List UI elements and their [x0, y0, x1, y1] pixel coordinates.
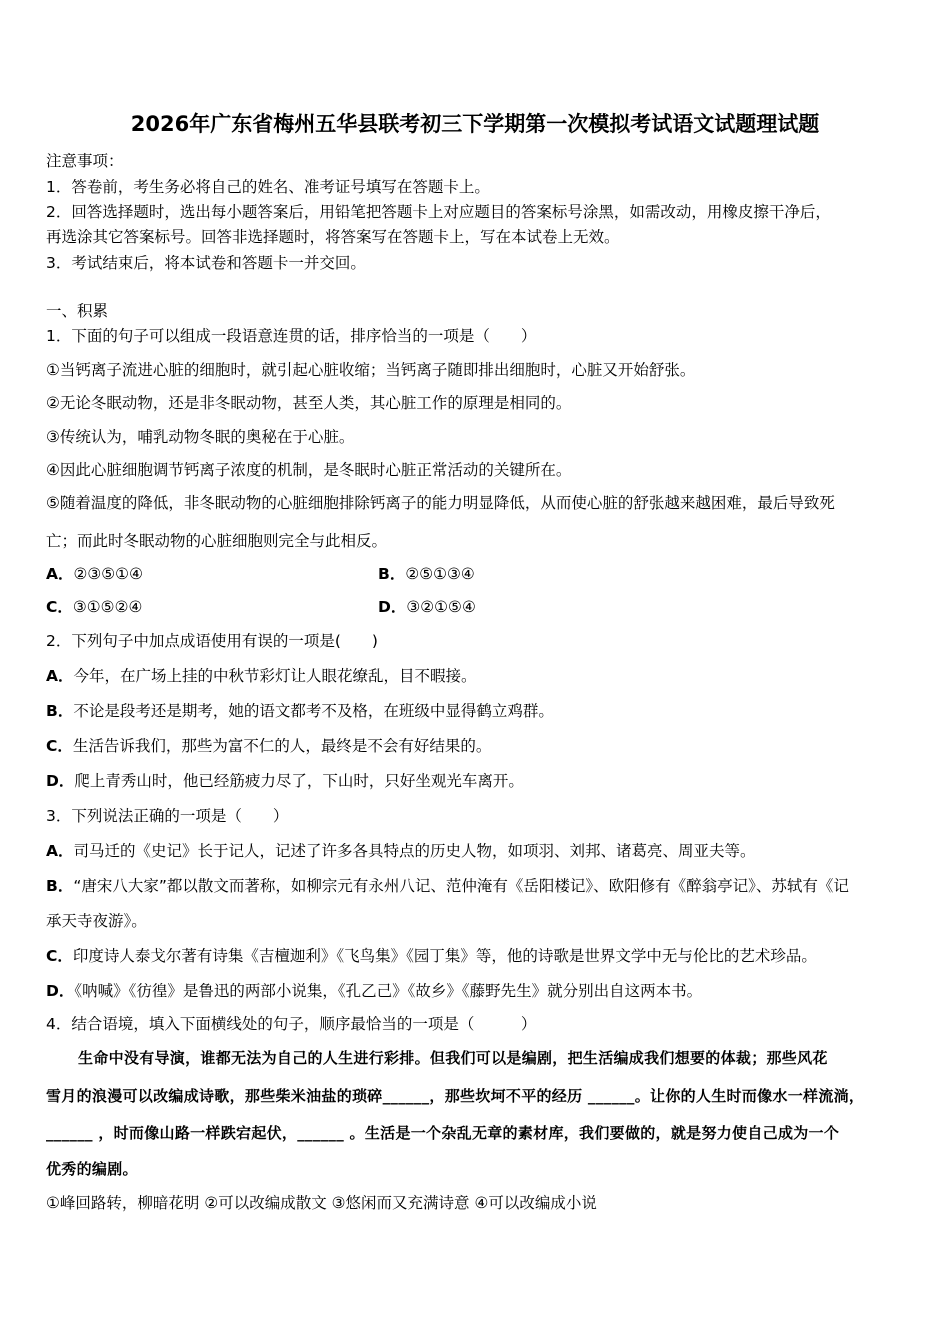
option-text: ②⑤①③④ — [405, 565, 475, 583]
option-text: “唐宋八大家”都以散文而著称，如柳宗元有永州八记、范仲淹有《岳阳楼记》、欧阳修有《醉翁亭记》、苏轼有《记 — [73, 877, 849, 895]
note-item: 3．考试结束后，将本试卷和答题卡一并交回。 — [46, 254, 366, 272]
q1-stem: 1．下面的句子可以组成一段语意连贯的话，排序恰当的一项是（ ） — [46, 327, 537, 345]
q1-sentence: 亡；而此时冬眠动物的心脏细胞则完全与此相反。 — [46, 532, 388, 550]
q4-stem: 4．结合语境，填入下面横线处的句子，顺序最恰当的一项是（ ） — [46, 1015, 537, 1033]
option-label: A． — [46, 842, 74, 860]
option-label: B． — [46, 877, 74, 895]
section-heading: 一、积累 — [46, 302, 109, 320]
note-item: 1．答卷前，考生务必将自己的姓名、准考证号填写在答题卡上。 — [46, 178, 490, 196]
option-text: 《呐喊》《彷徨》是鲁迅的两部小说集，《孔乙己》《故乡》《藤野先生》就分别出自这两本书。 — [74, 982, 703, 1000]
note-item: 2．回答选择题时，选出每小题答案后，用铅笔把答题卡上对应题目的答案标号涂黑，如需改动，用橡皮擦干净后， — [46, 203, 831, 221]
q2-option-a — [46, 666, 477, 686]
q1-sentence: ④因此心脏细胞调节钙离子浓度的机制，是冬眠时心脏正常活动的关键所在。 — [46, 461, 572, 479]
option-text: 印度诗人泰戈尔著有诗集《吉檀迦利》《飞鸟集》《园丁集》等，他的诗歌是世界文学中无与伦比的艺术珍品。 — [72, 947, 817, 965]
q1-sentence: ③传统认为，哺乳动物冬眠的奥秘在于心脏。 — [46, 428, 355, 446]
option-label: C． — [46, 598, 73, 616]
q1-option-a — [46, 564, 143, 584]
q4-options: ①峰回路转，柳暗花明 ②可以改编成散文 ③悠闲而又充满诗意 ④可以改编成小说 — [46, 1194, 597, 1212]
q4-passage-line: 雪月的浪漫可以改编成诗歌，那些柴米油盐的琐碎______，那些坎坷不平的经历 ______。让你的人生时而像水一样流淌， — [46, 1087, 865, 1105]
q3-option-b-cont: 承天寺夜游》。 — [46, 912, 147, 930]
option-text: ③①⑤②④ — [72, 598, 143, 616]
q3-option-c — [46, 946, 817, 966]
option-text: 生活告诉我们，那些为富不仁的人，最终是不会有好结果的。 — [72, 737, 492, 755]
q3-option-a — [46, 841, 756, 861]
page-title: 2026年广东省梅州五华县联考初三下学期第一次模拟考试语文试题理试题 — [130, 112, 820, 136]
notes-heading: 注意事项： — [46, 152, 124, 170]
q4-passage-line: 优秀的编剧。 — [46, 1160, 138, 1178]
q2-option-d — [46, 771, 524, 791]
q1-sentence: ①当钙离子流进心脏的细胞时，就引起心脏收缩；当钙离子随即排出细胞时，心脏又开始舒张。 — [46, 361, 696, 379]
note-item: 再选涂其它答案标号。回答非选择题时，将答案写在答题卡上，写在本试卷上无效。 — [46, 228, 620, 246]
option-label: C． — [46, 947, 73, 965]
q1-option-b — [378, 564, 475, 584]
option-label: D． — [46, 772, 75, 790]
option-label: B． — [46, 702, 74, 720]
q3-stem: 3．下列说法正确的一项是（ ） — [46, 807, 289, 825]
q4-passage-line: ______ ，时而像山路一样跌宕起伏，______ 。生活是一个杂乱无章的素材库，我们要做的，就是努力使自己成为一个 — [46, 1124, 840, 1142]
q1-option-d — [378, 597, 476, 617]
option-text: ③②①⑤④ — [406, 598, 476, 616]
q3-option-b — [46, 876, 849, 896]
option-label: B． — [378, 565, 406, 583]
option-text: ②③⑤①④ — [73, 565, 143, 583]
q4-passage-line: 生命中没有导演，谁都无法为自己的人生进行彩排。但我们可以是编剧，把生活编成我们想要的体裁；那些风花 — [78, 1049, 828, 1067]
option-text: 今年，在广场上挂的中秋节彩灯让人眼花缭乱，目不暇接。 — [73, 667, 477, 685]
q1-sentence: ②无论冬眠动物，还是非冬眠动物，甚至人类，其心脏工作的原理是相同的。 — [46, 394, 572, 412]
q3-option-d — [46, 981, 702, 1001]
q2-option-c — [46, 736, 491, 756]
q2-option-b — [46, 701, 554, 721]
option-text: 爬上青秀山时，他已经筋疲力尽了，下山时，只好坐观光车离开。 — [74, 772, 524, 790]
option-label: D． — [378, 598, 407, 616]
option-label: D． — [46, 982, 75, 1000]
option-text: 不论是段考还是期考，她的语文都考不及格，在班级中显得鹤立鸡群。 — [73, 702, 554, 720]
option-label: A． — [46, 565, 74, 583]
q2-stem: 2．下列句子中加点成语使用有误的一项是( ) — [46, 632, 378, 650]
option-label: A． — [46, 667, 74, 685]
option-label: C． — [46, 737, 73, 755]
q1-sentence: ⑤随着温度的降低，非冬眠动物的心脏细胞排除钙离子的能力明显降低，从而使心脏的舒张越来越困难，最后导致死 — [46, 494, 835, 512]
option-text: 司马迁的《史记》长于记人，记述了许多各具特点的历史人物，如项羽、刘邦、诸葛亮、周亚夫等。 — [73, 842, 756, 860]
q1-option-c — [46, 597, 142, 617]
